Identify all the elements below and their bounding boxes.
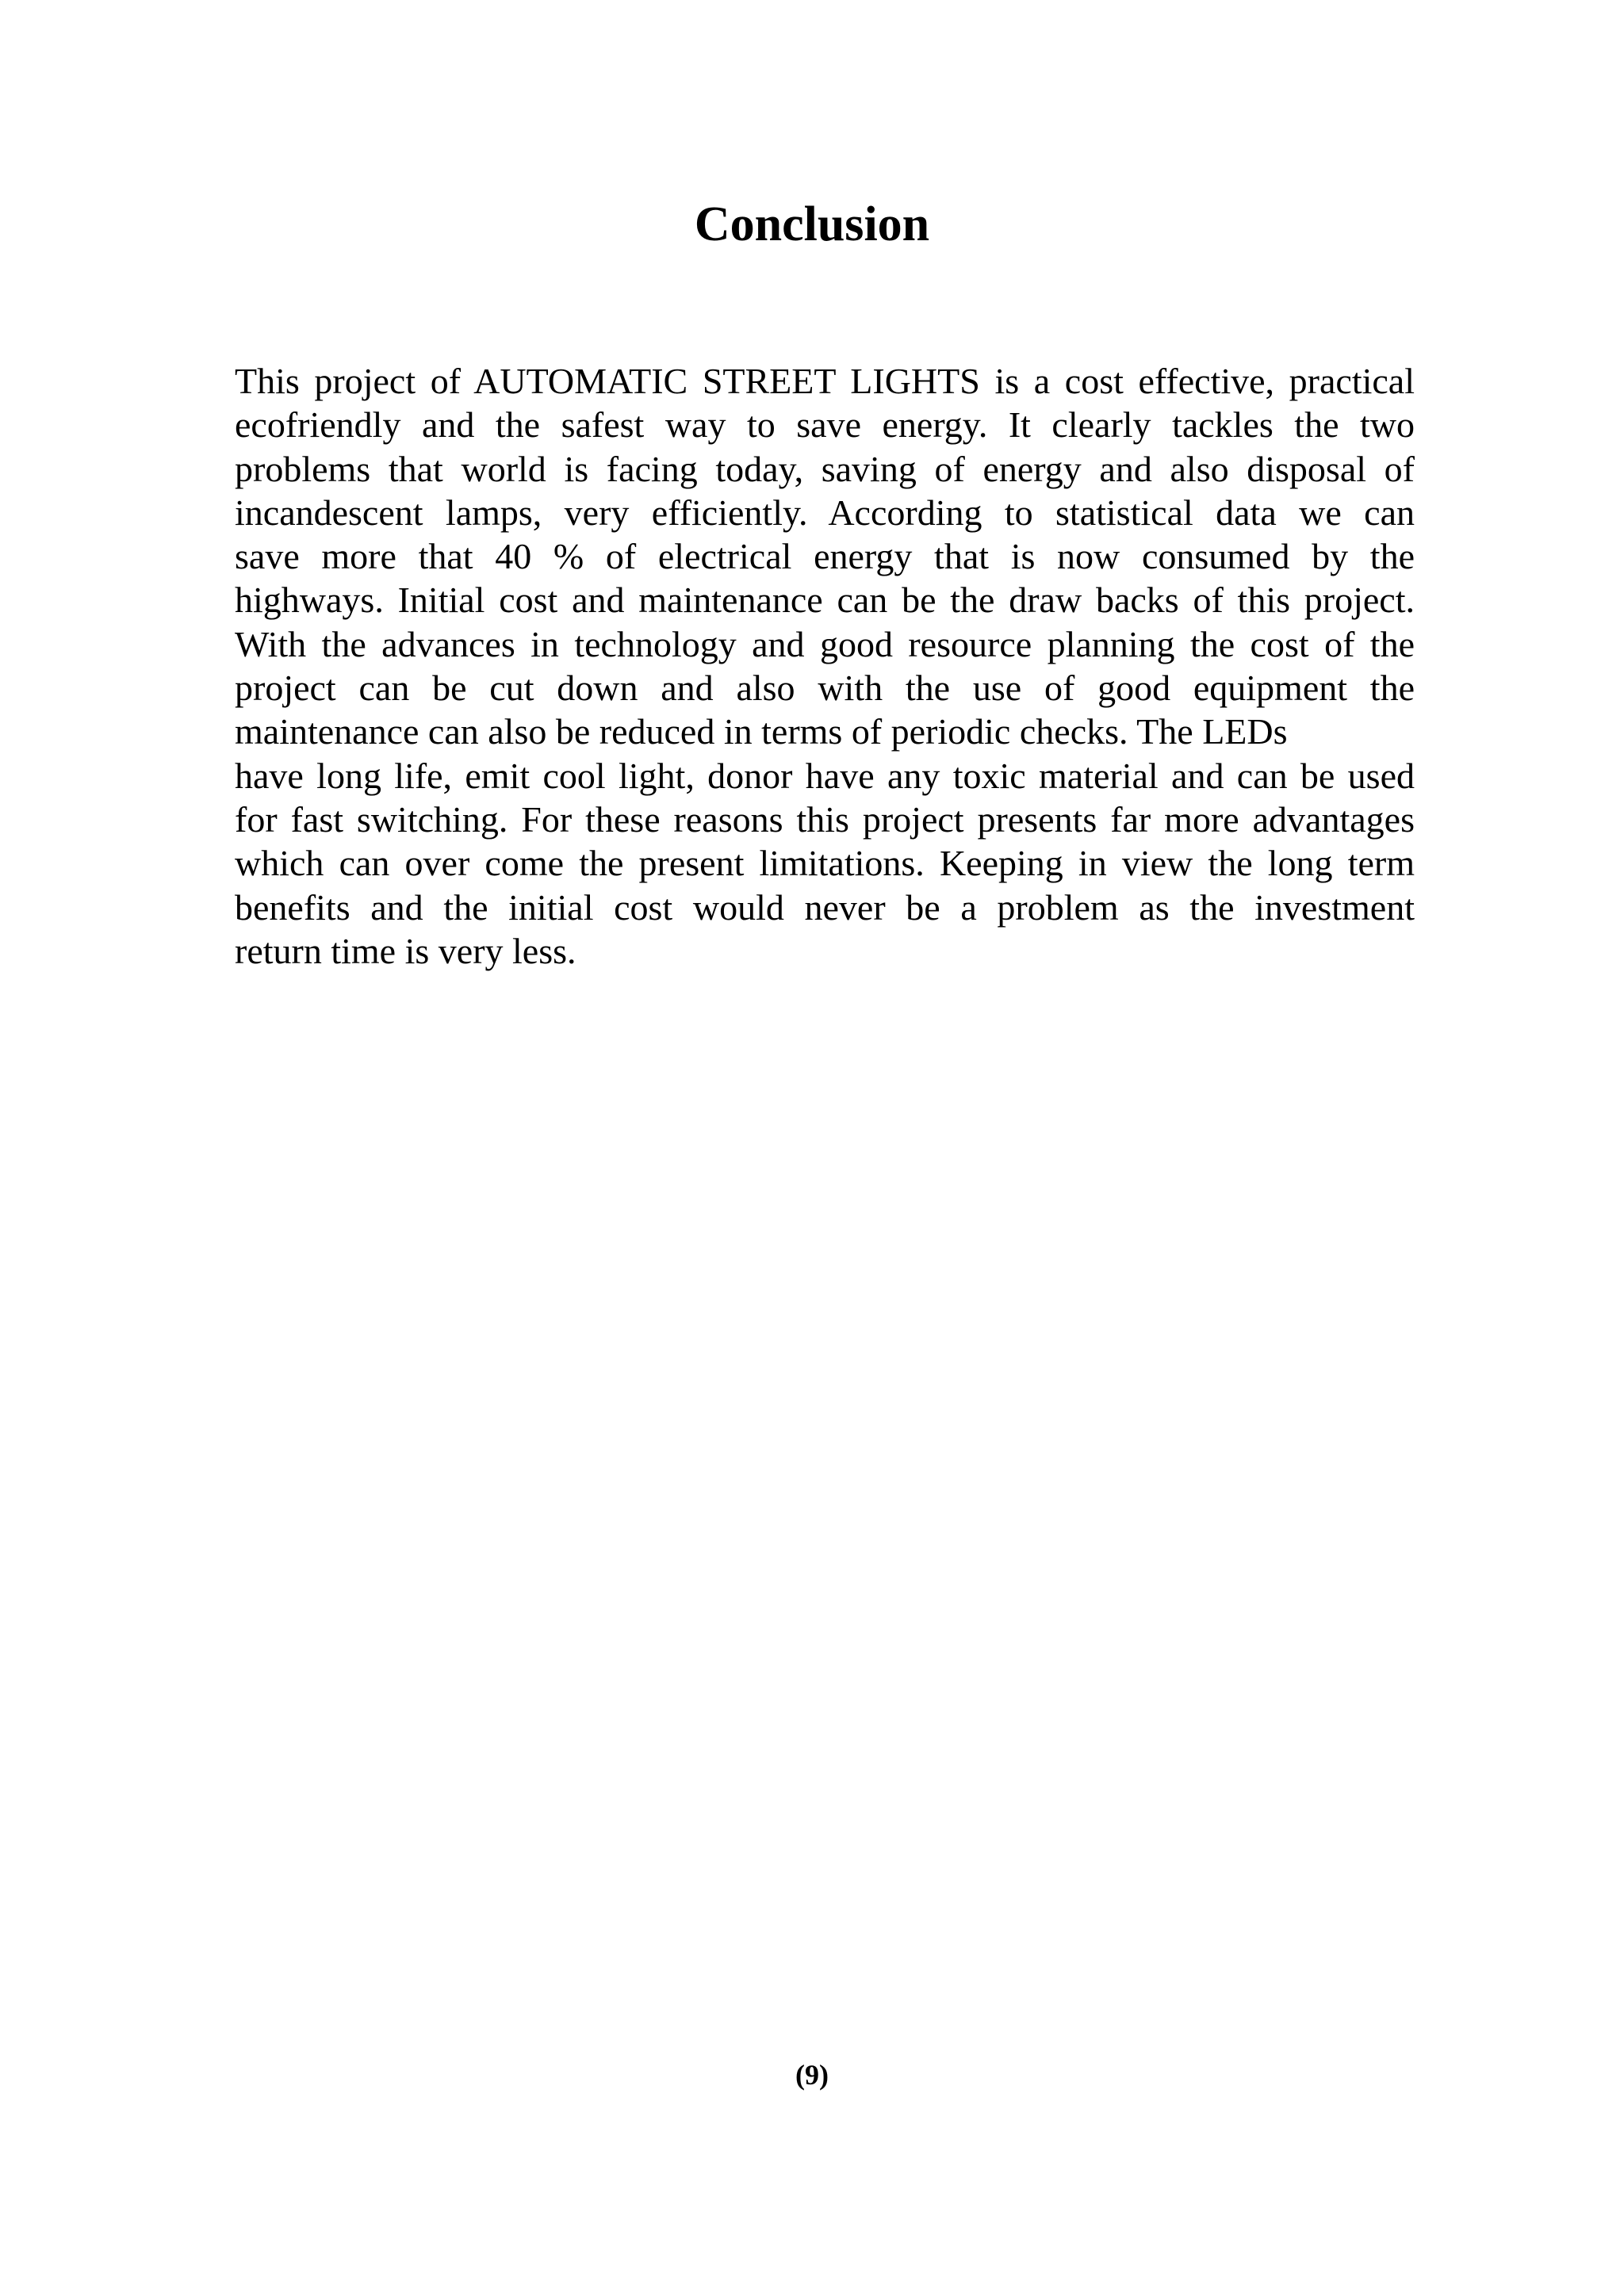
paragraph-line: problems that world is facing today, saving of energy and also disposal of <box>235 448 1415 489</box>
paragraph-line: save more that 40 % of electrical energy that is now consumed by the <box>235 536 1415 577</box>
paragraph-line: This project of AUTOMATIC STREET LIGHTS is a cost effective, practical <box>235 361 1415 401</box>
paragraph-line: maintenance can also be reduced in terms of periodic checks. The LEDs <box>235 711 1288 752</box>
page-title: Conclusion <box>694 197 930 251</box>
paragraph-line: for fast switching. For these reasons this project presents far more advantages <box>235 798 1415 840</box>
paragraph-line: have long life, emit cool light, donor have any toxic material and can be used <box>235 755 1415 796</box>
paragraph-line: highways. Initial cost and maintenance can be the draw backs of this project. <box>235 580 1415 621</box>
paragraph-line: benefits and the initial cost would never be a problem as the investment <box>235 886 1415 928</box>
conclusion-paragraph <box>235 359 1415 973</box>
paragraph-line: project can be cut down and also with the use of good equipment the <box>235 668 1415 709</box>
paragraph-line: which can over come the present limitations. Keeping in view the long term <box>235 843 1415 884</box>
paragraph-line: incandescent lamps, very efficiently. According to statistical data we can <box>235 492 1415 533</box>
page-number: (9) <box>795 2059 829 2091</box>
paragraph-line: ecofriendly and the safest way to save energy. It clearly tackles the two <box>235 404 1415 446</box>
paragraph-line: return time is very less. <box>235 930 576 971</box>
paragraph-line: With the advances in technology and good resource planning the cost of the <box>235 623 1415 664</box>
